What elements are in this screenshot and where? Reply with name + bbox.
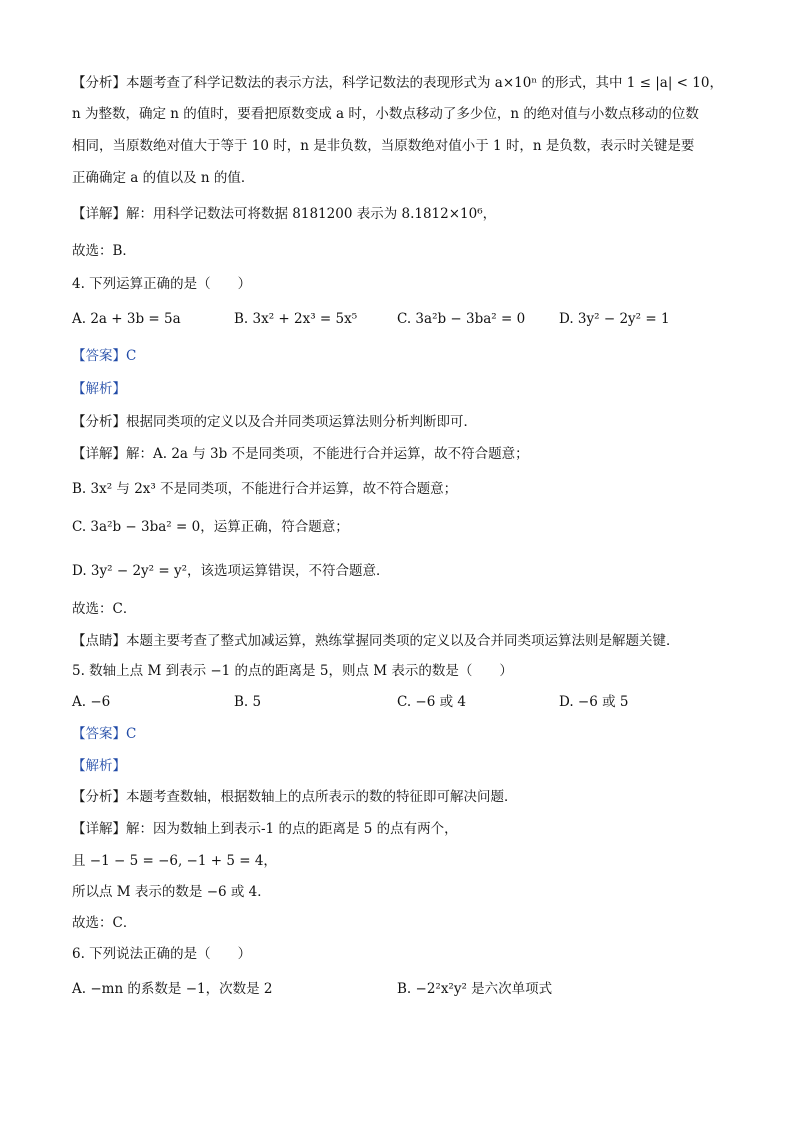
answer-4: 【答案】C: [72, 348, 137, 364]
q5-option-c: C. −6 或 4: [397, 694, 467, 710]
q5-analysis: 【分析】本题考查数轴，根据数轴上的点所表示的数的特征即可解决问题．: [72, 789, 518, 805]
solution-5-heading: 【解析】: [72, 758, 126, 774]
choice-line: 故选：B．: [72, 243, 136, 259]
analysis-line-1: 【分析】本题考查了科学记数法的表示方法，科学记数法的表现形式为 a×10ⁿ 的形式，其中 1 ≤ |a| < 10，: [72, 75, 723, 91]
detail-line: 【详解】解：用科学记数法可将数据 8181200 表示为 8.1812×10⁶，: [72, 206, 497, 222]
q4-choice: 故选：C．: [72, 601, 137, 617]
q4-option-b: B. 3x² + 2x³ = 5x⁵: [234, 311, 358, 327]
q4-detail-b: B. 3x² 与 2x³ 不是同类项，不能进行合并运算，故不符合题意；: [72, 481, 458, 497]
q6-option-b: B. −2²x²y² 是六次单项式: [397, 981, 553, 997]
question-6: 6. 下列说法正确的是（ ）: [72, 946, 252, 962]
answer-5: 【答案】C: [72, 726, 137, 742]
q5-detail-c: 所以点 M 表示的数是 −6 或 4．: [72, 884, 271, 900]
q5-option-d: D. −6 或 5: [559, 694, 629, 710]
q4-option-c: C. 3a²b − 3ba² = 0: [397, 311, 526, 327]
solution-4-heading: 【解析】: [72, 381, 126, 397]
q6-option-a: A. −mn 的系数是 −1，次数是 2: [72, 981, 273, 997]
q4-detail-c: C. 3a²b − 3ba² = 0，运算正确，符合题意；: [72, 519, 349, 535]
analysis-line-4: 正确确定 a 的值以及 n 的值．: [72, 170, 255, 186]
q4-option-a: A. 2a + 3b = 5a: [72, 311, 181, 327]
question-5: 5. 数轴上点 M 到表示 −1 的点的距离是 5，则点 M 表示的数是（ ）: [72, 663, 513, 679]
analysis-line-2: n 为整数，确定 n 的值时，要看把原数变成 a 时，小数点移动了多少位，n 的绝对值与小数点移动的位数: [72, 106, 699, 122]
q4-detail-d: D. 3y² − 2y² = y²，该选项运算错误，不符合题意．: [72, 563, 390, 579]
q5-detail-b: 且 −1 − 5 = −6, −1 + 5 = 4，: [72, 853, 277, 869]
q5-detail-a: 【详解】解：因为数轴上到表示-1 的点的距离是 5 的点有两个，: [72, 821, 458, 837]
q5-option-a: A. −6: [72, 694, 111, 710]
q5-choice: 故选：C．: [72, 915, 137, 931]
question-4: 4. 下列运算正确的是（ ）: [72, 276, 252, 292]
analysis-line-3: 相同，当原数绝对值大于等于 10 时，n 是非负数，当原数绝对值小于 1 时，n 是负数，表示时关键是要: [72, 138, 695, 154]
q4-analysis: 【分析】根据同类项的定义以及合并同类项运算法则分析判断即可．: [72, 414, 477, 430]
q5-option-b: B. 5: [234, 694, 262, 710]
q4-option-d: D. 3y² − 2y² = 1: [559, 311, 670, 327]
q4-remark: 【点睛】本题主要考查了整式加减运算，熟练掌握同类项的定义以及合并同类项运算法则是解题关键．: [72, 633, 680, 649]
q4-detail-a: 【详解】解：A. 2a 与 3b 不是同类项，不能进行合并运算，故不符合题意；: [72, 446, 529, 462]
